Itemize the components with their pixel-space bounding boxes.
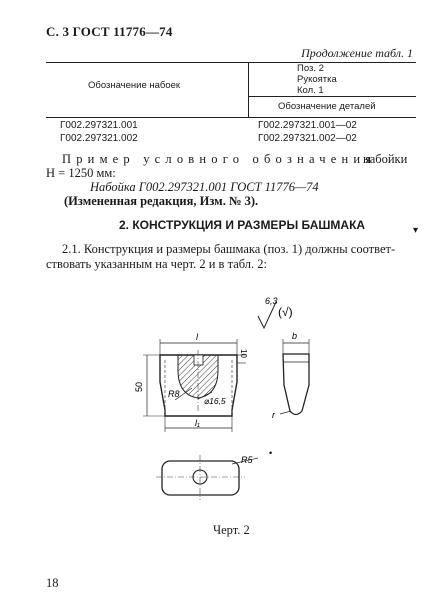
dim-l1: l₁ (195, 418, 200, 428)
table-cell-naboika-2: Г002.297321.002 (60, 133, 138, 144)
dim-r5: R5 (241, 455, 253, 465)
dim-r: r (272, 410, 275, 420)
section-title: 2. КОНСТРУКЦИЯ И РАЗМЕРЫ БАШМАКА (119, 218, 366, 232)
example-line1: Пример условного обозначения (62, 152, 377, 166)
margin-mark: ▾ (413, 225, 419, 236)
table-col2-header-line1: Поз. 2 (297, 63, 324, 74)
example-line2: H = 1250 мм: (46, 166, 116, 180)
dim-l: l (196, 332, 198, 342)
table-col2-header-line2: Рукоятка (297, 74, 337, 85)
roughness-alt: (√) (278, 305, 293, 319)
revision-note: (Измененная редакция, Изм. № 3). (64, 194, 259, 208)
table-col2-subheader: Обозначение деталей (278, 101, 376, 112)
shoe-side-view (272, 331, 309, 420)
section-paragraph-line2: ствовать указанным на черт. 2 и в табл. 2: (46, 257, 268, 271)
table-cell-detail-2: Г002.297321.002—02 (258, 133, 357, 144)
roughness-value: 6,3 (265, 296, 278, 306)
section-paragraph-line1: 2.1. Конструкция и размеры башмака (поз. 1) должны соответ- (62, 242, 396, 256)
example-designation: Набойка Г002.297321.001 ГОСТ 11776—74 (90, 180, 319, 194)
shoe-front-view (134, 332, 248, 432)
page-number: 18 (46, 576, 59, 590)
stray-mark: • (269, 448, 273, 458)
figure-caption: Черт. 2 (213, 523, 250, 537)
table-cell-detail-1: Г002.297321.001—02 (258, 120, 357, 131)
dim-b: b (292, 331, 298, 341)
page-header: С. 3 ГОСТ 11776—74 (46, 24, 173, 39)
dim-10: 10 (239, 349, 248, 358)
table-cell-naboika-1: Г002.297321.001 (60, 120, 138, 131)
table-continuation-label: Продолжение табл. 1 (301, 46, 413, 60)
table-col1-header: Обозначение набоек (88, 80, 181, 91)
table-col2-header-line3: Кол. 1 (297, 85, 324, 96)
dim-50: 50 (134, 381, 144, 392)
dim-r8: R8 (168, 389, 180, 399)
dim-diameter: ⌀16,5 (204, 396, 226, 406)
example-line1-end: набойки (363, 152, 408, 166)
roughness-symbol (258, 296, 293, 328)
shoe-top-view (156, 448, 272, 500)
